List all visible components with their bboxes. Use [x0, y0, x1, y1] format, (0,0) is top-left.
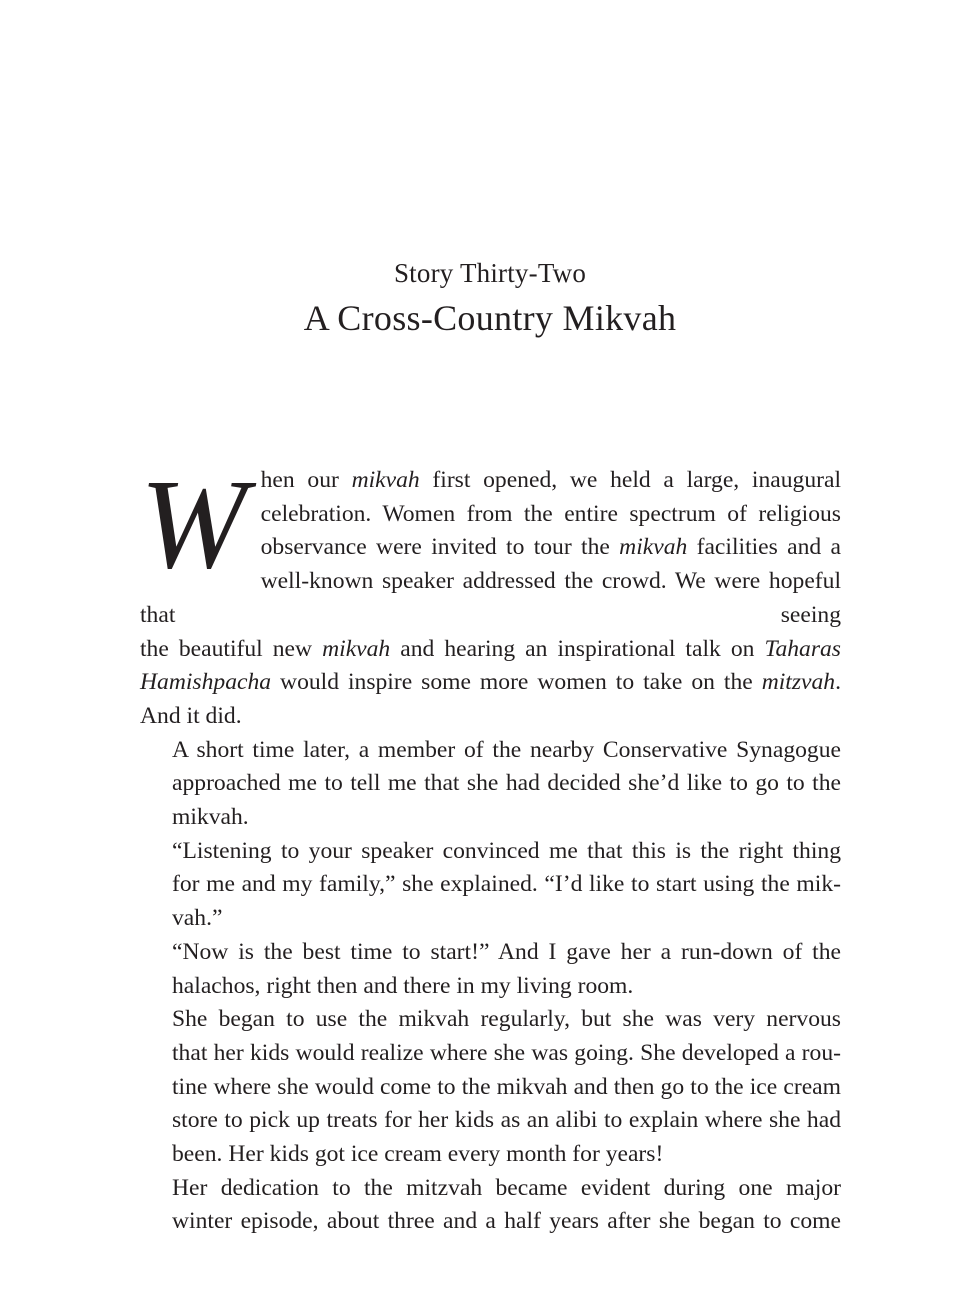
text-line: tine where she would come to the mikvah and then go to the ice cream [172, 1073, 841, 1100]
text-line: And it did. [140, 702, 242, 729]
text-line: been. Her kids got ice cream every month for years! [172, 1141, 664, 1168]
text-line: celebration. Women from the entire spectrum of religious [260, 500, 841, 527]
text-line: A short time later, a member of the nearby Conservative Synagogue [172, 736, 841, 763]
paragraph-4 [140, 936, 841, 1003]
text-line: winter episode, about three and a half years after she began to come [172, 1208, 841, 1235]
text-run: hen our [260, 467, 352, 493]
italic-term: mitzvah [761, 669, 836, 696]
story-title: A Cross-Country Mikvah [303, 298, 677, 338]
text-run: and hearing an inspirational talk on [390, 635, 765, 662]
paragraph-3 [140, 835, 841, 936]
text-run: the beautiful new [140, 635, 323, 662]
text-line: store to pick up treats for her kids as an alibi to explain where she had [172, 1107, 841, 1134]
text-line: “Now is the best time to start!” And I gave her a run-down of the [172, 938, 841, 965]
paragraph-5 [140, 1003, 841, 1172]
text-line [140, 633, 841, 667]
paragraph-1 [140, 453, 841, 734]
text-line: for me and my family,” she explained. “I’d like to start using the mik- [172, 871, 841, 898]
text-line: halachos, right then and there in my living room. [172, 972, 634, 999]
italic-term: mikvah [322, 635, 391, 662]
italic-term: mikvah [619, 534, 688, 561]
text-line: that her kids would realize where she was going. She developed a rou- [172, 1039, 841, 1066]
paragraph-2 [140, 734, 841, 835]
text-line: vah.” [172, 905, 223, 932]
text-line: mikvah. [172, 804, 249, 831]
text-line [140, 666, 841, 700]
story-label: Story Thirty-Two [393, 258, 587, 288]
text-line: She began to use the mikvah regularly, but she was very nervous [172, 1006, 841, 1033]
text-run: would inspire some more women to take on the [271, 669, 762, 696]
italic-term: Hamishpacha [140, 669, 272, 696]
drop-cap: W [140, 453, 247, 595]
text-run: observance were invited to tour the [260, 534, 620, 561]
text-run: first opened, we held a large, inaugural [419, 467, 841, 493]
story-body [140, 453, 841, 1239]
text-line: approached me to tell me that she had decided she’d like to go to the [172, 770, 841, 797]
italic-term: mikvah [351, 467, 420, 493]
paragraph-6 [140, 1172, 841, 1239]
italic-term: Taharas [764, 635, 841, 662]
text-line: Her dedication to the mitzvah became evident during one major [172, 1174, 841, 1201]
text-run: . [835, 669, 841, 696]
text-line: “Listening to your speaker convinced me that this is the right thing [172, 837, 841, 864]
text-line: well-known speaker addressed the crowd. We were hopeful that seeing [140, 568, 841, 628]
text-run: facilities and a [687, 534, 841, 561]
